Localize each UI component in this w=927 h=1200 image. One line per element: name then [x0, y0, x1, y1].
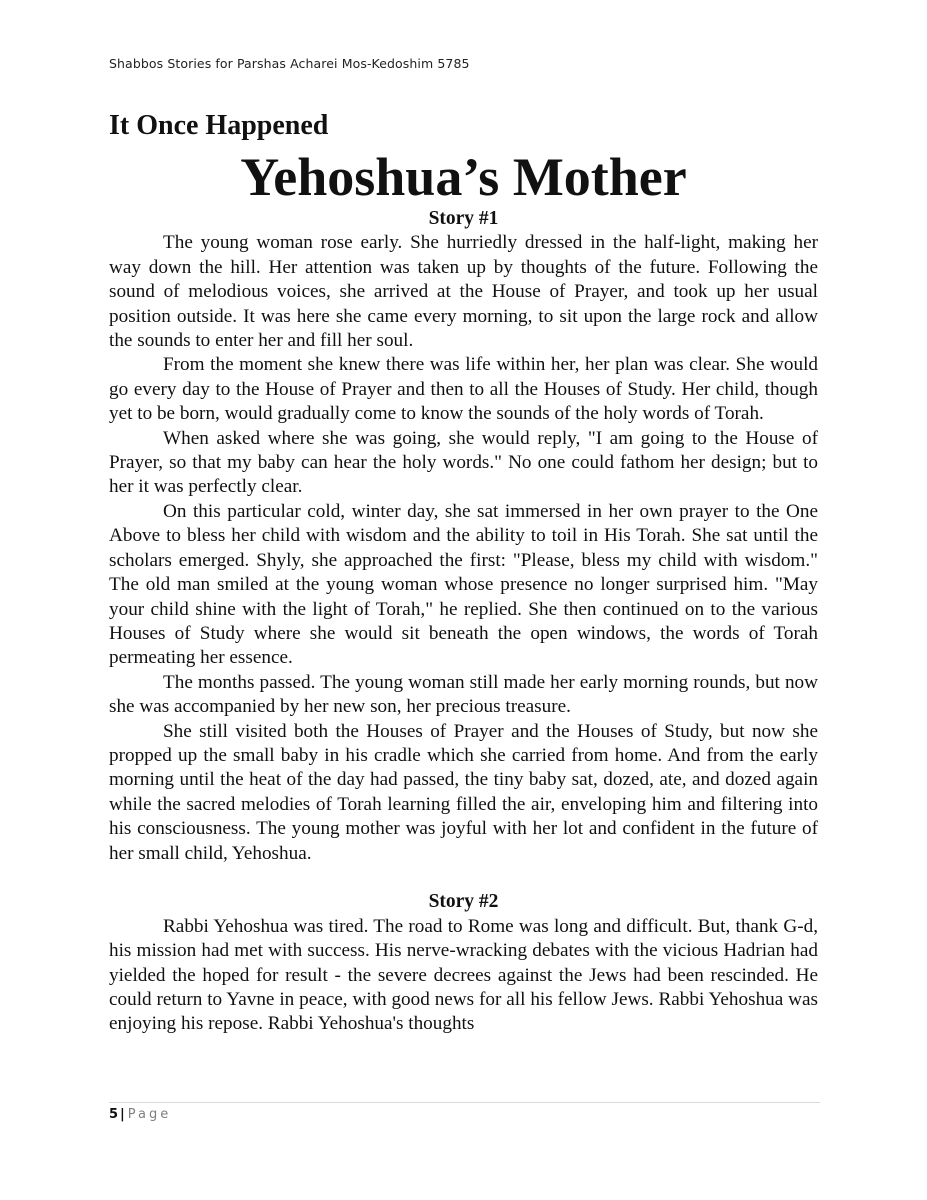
- article-body: [109, 207, 818, 1037]
- story-1: [109, 207, 818, 866]
- page-footer: [109, 1107, 171, 1122]
- story-2: [109, 890, 818, 1036]
- story-heading: Story #1: [428, 208, 499, 229]
- paragraph: The months passed. The young woman still made her early morning rounds, but now she was accompanied by her new son, her precious treasure.: [109, 671, 818, 718]
- footer-separator: |: [120, 1107, 125, 1122]
- paragraph: The young woman rose early. She hurriedly dressed in the half-light, making her way down the hill. Her attention was taken up by thoughts of the future. Following the sound of melodious voices, she arrived at the House of Prayer, and took up her usual position outside. It was here she came every morning, to sit upon the large rock and allow the sounds to enter her and fill her soul.: [109, 232, 818, 352]
- paragraph: When asked where she was going, she would reply, "I am going to the House of Prayer, so that my baby can hear the holy words." No one could fathom her design; but to her it was perfectly clear.: [109, 427, 818, 498]
- footer-divider: [109, 1102, 820, 1103]
- section-label: It Once Happened: [109, 110, 329, 141]
- running-header: Shabbos Stories for Parshas Acharei Mos-Kedoshim 5785: [109, 56, 470, 71]
- paragraph: From the moment she knew there was life within her, her plan was clear. She would go every day to the House of Prayer and then to all the Houses of Study. Her child, though yet to be born, would gradually come to know the sounds of the holy words of Torah.: [109, 354, 818, 425]
- paragraph: She still visited both the Houses of Prayer and the Houses of Study, but now she propped up the small baby in his cradle which she carried from home. And from the early morning until the heat of the day had passed, the tiny baby sat, dozed, ate, and dozed again while the sacred melodies of Torah learning filled the air, enveloping him and filtering into his consciousness. The young mother was joyful with her lot and confident in the future of her small child, Yehoshua.: [109, 720, 818, 864]
- page-label: Page: [127, 1107, 172, 1122]
- article-title: Yehoshua’s Mother: [240, 147, 687, 207]
- paragraph: On this particular cold, winter day, she sat immersed in her own prayer to the One Above to bless her child with wisdom and the ability to toil in His Torah. She sat until the scholars emerged. Shyly, she approached the first: "Please, bless my child with wisdom." The old man smiled at the young woman whose presence no longer surprised him. "May your child shine with the light of Torah," he replied. She then continued on to the various Houses of Study where she would sit beneath the open windows, the words of Torah permeating her essence.: [109, 500, 818, 669]
- paragraph: Rabbi Yehoshua was tired. The road to Rome was long and difficult. But, thank G-d, his mission had met with success. His nerve-wracking debates with the vicious Hadrian had yielded the hoped for result - the severe decrees against the Jews had been rescinded. He could return to Yavne in peace, with good news for all his fellow Jews. Rabbi Yehoshua was enjoying his repose. Rabbi Yehoshua's thoughts: [109, 915, 818, 1035]
- story-heading: Story #2: [428, 891, 499, 913]
- page-number: 5: [109, 1107, 119, 1122]
